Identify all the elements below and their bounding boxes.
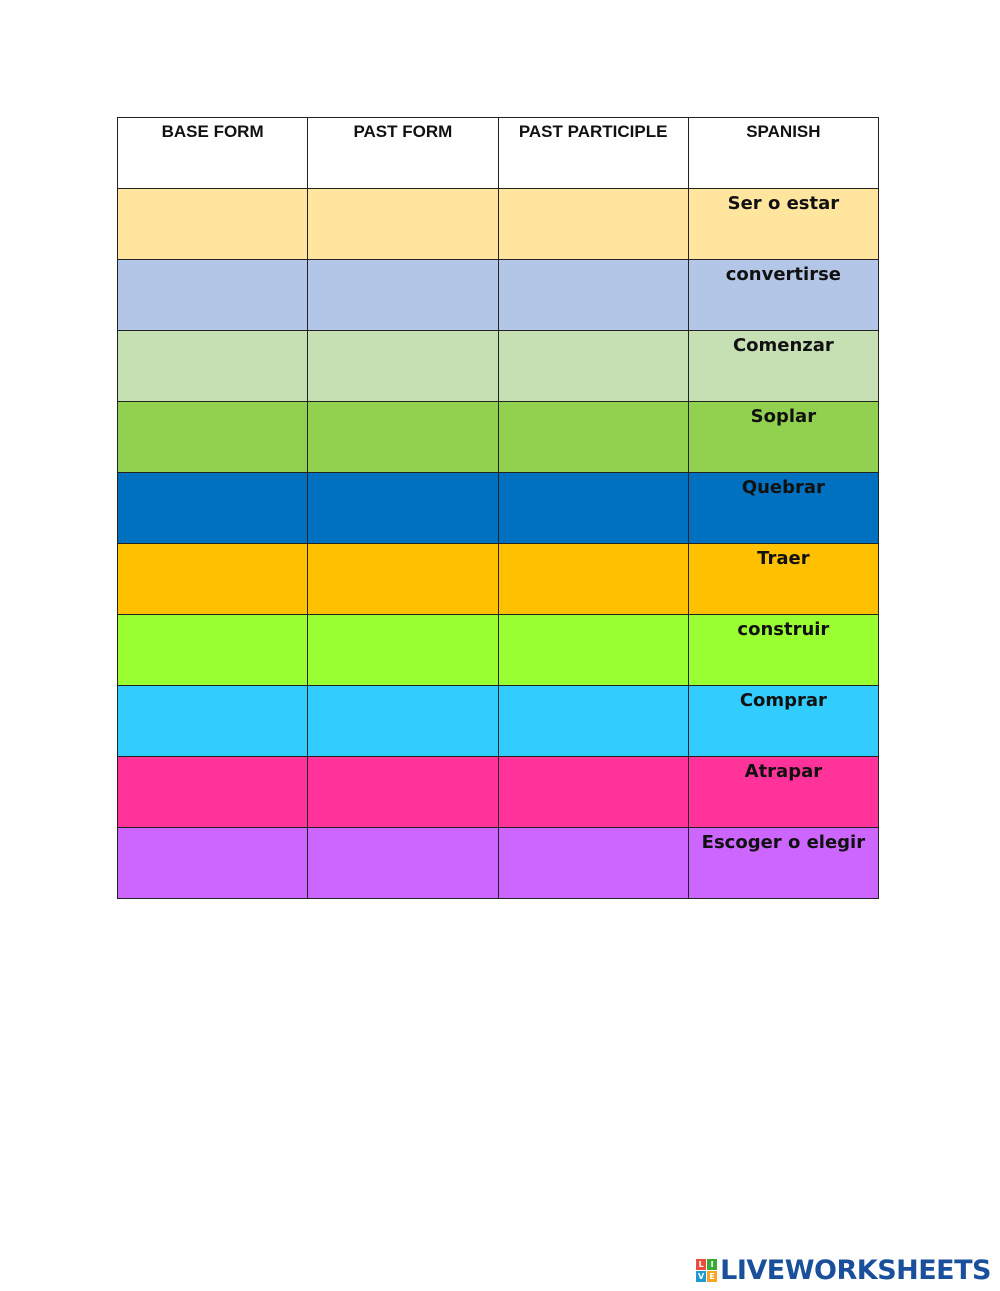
table-row <box>118 189 879 260</box>
answer-cell <box>308 331 498 402</box>
past-participle-input[interactable] <box>499 402 688 472</box>
answer-cell <box>308 402 498 473</box>
answer-cell <box>498 686 688 757</box>
spanish-cell: Atrapar <box>688 757 878 828</box>
spanish-cell: Traer <box>688 544 878 615</box>
past-form-input[interactable] <box>308 331 497 401</box>
header-past-form: PAST FORM <box>308 118 498 189</box>
base-form-input[interactable] <box>118 828 307 898</box>
answer-cell <box>498 828 688 899</box>
answer-cell <box>498 757 688 828</box>
answer-cell <box>498 615 688 686</box>
header-base-form: BASE FORM <box>118 118 308 189</box>
past-participle-input[interactable] <box>499 260 688 330</box>
base-form-input[interactable] <box>118 757 307 827</box>
past-form-input[interactable] <box>308 402 497 472</box>
base-form-input[interactable] <box>118 260 307 330</box>
answer-cell <box>498 473 688 544</box>
base-form-input[interactable] <box>118 331 307 401</box>
answer-cell <box>308 189 498 260</box>
verb-table <box>117 117 879 899</box>
header-row <box>118 118 879 189</box>
answer-cell <box>118 260 308 331</box>
table-row <box>118 260 879 331</box>
answer-cell <box>498 260 688 331</box>
answer-cell <box>118 615 308 686</box>
past-participle-input[interactable] <box>499 473 688 543</box>
answer-cell <box>308 757 498 828</box>
spanish-cell: Comenzar <box>688 331 878 402</box>
spanish-cell: Ser o estar <box>688 189 878 260</box>
answer-cell <box>498 189 688 260</box>
answer-cell <box>118 189 308 260</box>
past-participle-input[interactable] <box>499 189 688 259</box>
past-form-input[interactable] <box>308 189 497 259</box>
answer-cell <box>308 828 498 899</box>
table-row <box>118 402 879 473</box>
answer-cell <box>118 402 308 473</box>
spanish-cell: Comprar <box>688 686 878 757</box>
answer-cell <box>498 331 688 402</box>
past-form-input[interactable] <box>308 686 497 756</box>
answer-cell <box>498 544 688 615</box>
answer-cell <box>308 544 498 615</box>
past-participle-input[interactable] <box>499 615 688 685</box>
table-row <box>118 615 879 686</box>
answer-cell <box>308 473 498 544</box>
spanish-cell: Soplar <box>688 402 878 473</box>
past-participle-input[interactable] <box>499 544 688 614</box>
answer-cell <box>118 473 308 544</box>
table-row <box>118 757 879 828</box>
table-row <box>118 544 879 615</box>
table-row <box>118 686 879 757</box>
past-participle-input[interactable] <box>499 331 688 401</box>
logo-mark-letter: E <box>707 1271 717 1282</box>
base-form-input[interactable] <box>118 544 307 614</box>
answer-cell <box>308 686 498 757</box>
answer-cell <box>118 757 308 828</box>
base-form-input[interactable] <box>118 189 307 259</box>
past-participle-input[interactable] <box>499 828 688 898</box>
answer-cell <box>118 686 308 757</box>
table-row <box>118 331 879 402</box>
base-form-input[interactable] <box>118 615 307 685</box>
answer-cell <box>118 331 308 402</box>
base-form-input[interactable] <box>118 686 307 756</box>
past-form-input[interactable] <box>308 544 497 614</box>
past-form-input[interactable] <box>308 828 497 898</box>
table-row <box>118 828 879 899</box>
table-row <box>118 473 879 544</box>
answer-cell <box>118 828 308 899</box>
liveworksheets-logo <box>696 1255 991 1285</box>
past-form-input[interactable] <box>308 260 497 330</box>
answer-cell <box>308 260 498 331</box>
answer-cell <box>308 615 498 686</box>
logo-mark-icon <box>696 1259 717 1282</box>
spanish-cell: convertirse <box>688 260 878 331</box>
logo-mark-letter: V <box>698 1271 705 1281</box>
past-participle-input[interactable] <box>499 757 688 827</box>
header-spanish: SPANISH <box>688 118 878 189</box>
past-participle-input[interactable] <box>499 686 688 756</box>
spanish-cell: construir <box>688 615 878 686</box>
past-form-input[interactable] <box>308 473 497 543</box>
logo-mark-letter: L <box>696 1259 706 1270</box>
answer-cell <box>498 402 688 473</box>
base-form-input[interactable] <box>118 473 307 543</box>
past-form-input[interactable] <box>308 757 497 827</box>
past-form-input[interactable] <box>308 615 497 685</box>
header-past-participle: PAST PARTICIPLE <box>498 118 688 189</box>
base-form-input[interactable] <box>118 402 307 472</box>
logo-mark-letter: I <box>707 1259 717 1270</box>
logo-text: LIVEWORKSHEETS <box>720 1254 991 1286</box>
answer-cell <box>118 544 308 615</box>
spanish-cell: Quebrar <box>688 473 878 544</box>
spanish-cell: Escoger o elegir <box>688 828 878 899</box>
